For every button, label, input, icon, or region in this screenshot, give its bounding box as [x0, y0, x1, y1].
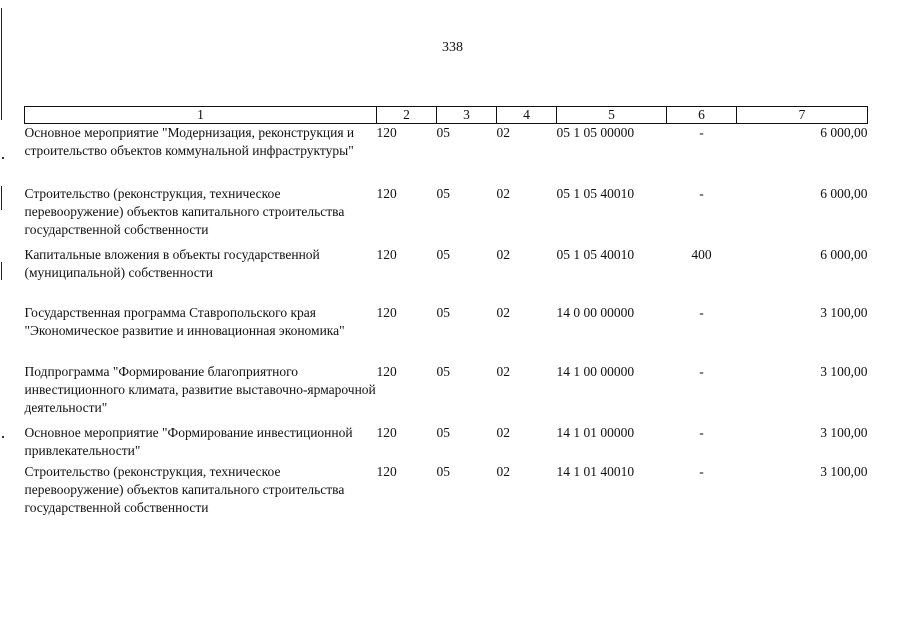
cell-col-6: -: [699, 125, 704, 140]
column-header-1: 1: [25, 107, 377, 124]
cell-col-7: 3 100,00: [820, 463, 868, 479]
cell-col-6: -: [699, 185, 704, 201]
cell-col-2: 120: [376, 424, 397, 440]
row-name: Строительство (реконструкция, техническое перевооружение) объектов капитального строительства государственной собственности: [24, 185, 345, 237]
cell-col-7: 3 100,00: [820, 363, 868, 379]
cell-col-4: 02: [496, 463, 510, 479]
row-name: Капитальные вложения в объекты государственной (муниципальной) собственности: [24, 246, 320, 280]
left-margin-line: [1, 8, 2, 120]
cell-col-5: 14 1 00 00000: [556, 363, 635, 379]
cell-col-3: 05: [436, 363, 450, 379]
table-row: [25, 246, 868, 304]
cell-col-7: 6 000,00: [820, 125, 868, 140]
cell-col-7: 3 100,00: [820, 304, 868, 320]
table-row: [25, 185, 868, 246]
cell-col-3: 05: [436, 125, 450, 140]
row-name: Государственная программа Ставропольского края "Экономическое развитие и инновационная экономика": [24, 304, 345, 338]
cell-col-2: 120: [376, 304, 397, 320]
cell-col-3: 05: [436, 304, 450, 320]
cell-col-7: 6 000,00: [820, 185, 868, 201]
budget-table: [24, 106, 868, 521]
page-number: 338: [442, 40, 463, 55]
column-header-6: 6: [667, 107, 737, 124]
cell-col-3: 05: [436, 246, 450, 262]
header-row: [25, 107, 868, 124]
cell-col-5: 05 1 05 40010: [556, 185, 635, 201]
table-row: [25, 463, 868, 521]
cell-col-7: 6 000,00: [820, 246, 868, 262]
cell-col-4: 02: [496, 125, 510, 140]
column-header-7: 7: [737, 107, 868, 124]
cell-col-4: 02: [496, 304, 510, 320]
cell-col-6: 400: [691, 246, 712, 262]
cell-col-6: -: [699, 363, 704, 379]
cell-col-3: 05: [436, 185, 450, 201]
cell-col-4: 02: [496, 363, 510, 379]
cell-col-4: 02: [496, 185, 510, 201]
cell-col-5: 14 1 01 00000: [556, 424, 635, 440]
cell-col-5: 14 0 00 00000: [556, 304, 635, 320]
column-header-2: 2: [377, 107, 437, 124]
left-margin-line: [1, 262, 2, 280]
cell-col-3: 05: [436, 424, 450, 440]
cell-col-3: 05: [436, 463, 450, 479]
column-header-3: 3: [437, 107, 497, 124]
cell-col-2: 120: [376, 185, 397, 201]
row-name: Основное мероприятие "Модернизация, реконструкция и строительство объектов коммунальной инфраструктуры": [24, 125, 355, 158]
cell-col-5: 14 1 01 40010: [556, 463, 635, 479]
scan-mark: [2, 157, 4, 159]
table-row: [25, 304, 868, 363]
cell-col-2: 120: [376, 463, 397, 479]
table-row: [25, 124, 868, 185]
column-header-5: 5: [557, 107, 667, 124]
table-row: [25, 424, 868, 463]
row-name: Подпрограмма "Формирование благоприятного инвестиционного климата, развитие выставочно-ярмарочной деятельности": [24, 363, 376, 415]
row-name: Основное мероприятие "Формирование инвестиционной привлекательности": [24, 424, 353, 458]
cell-col-6: -: [699, 424, 704, 440]
cell-col-7: 3 100,00: [820, 424, 868, 440]
cell-col-5: 05 1 05 40010: [556, 246, 635, 262]
cell-col-6: -: [699, 463, 704, 479]
cell-col-4: 02: [496, 424, 510, 440]
table-row: [25, 363, 868, 424]
left-margin-line: [1, 186, 2, 210]
scan-mark: [2, 436, 4, 438]
cell-col-2: 120: [376, 246, 397, 262]
column-header-4: 4: [497, 107, 557, 124]
cell-col-2: 120: [376, 125, 397, 140]
cell-col-6: -: [699, 304, 704, 320]
cell-col-2: 120: [376, 363, 397, 379]
cell-col-4: 02: [496, 246, 510, 262]
cell-col-5: 05 1 05 00000: [556, 125, 635, 140]
row-name: Строительство (реконструкция, техническое перевооружение) объектов капитального строительства государственной собственности: [24, 463, 345, 515]
